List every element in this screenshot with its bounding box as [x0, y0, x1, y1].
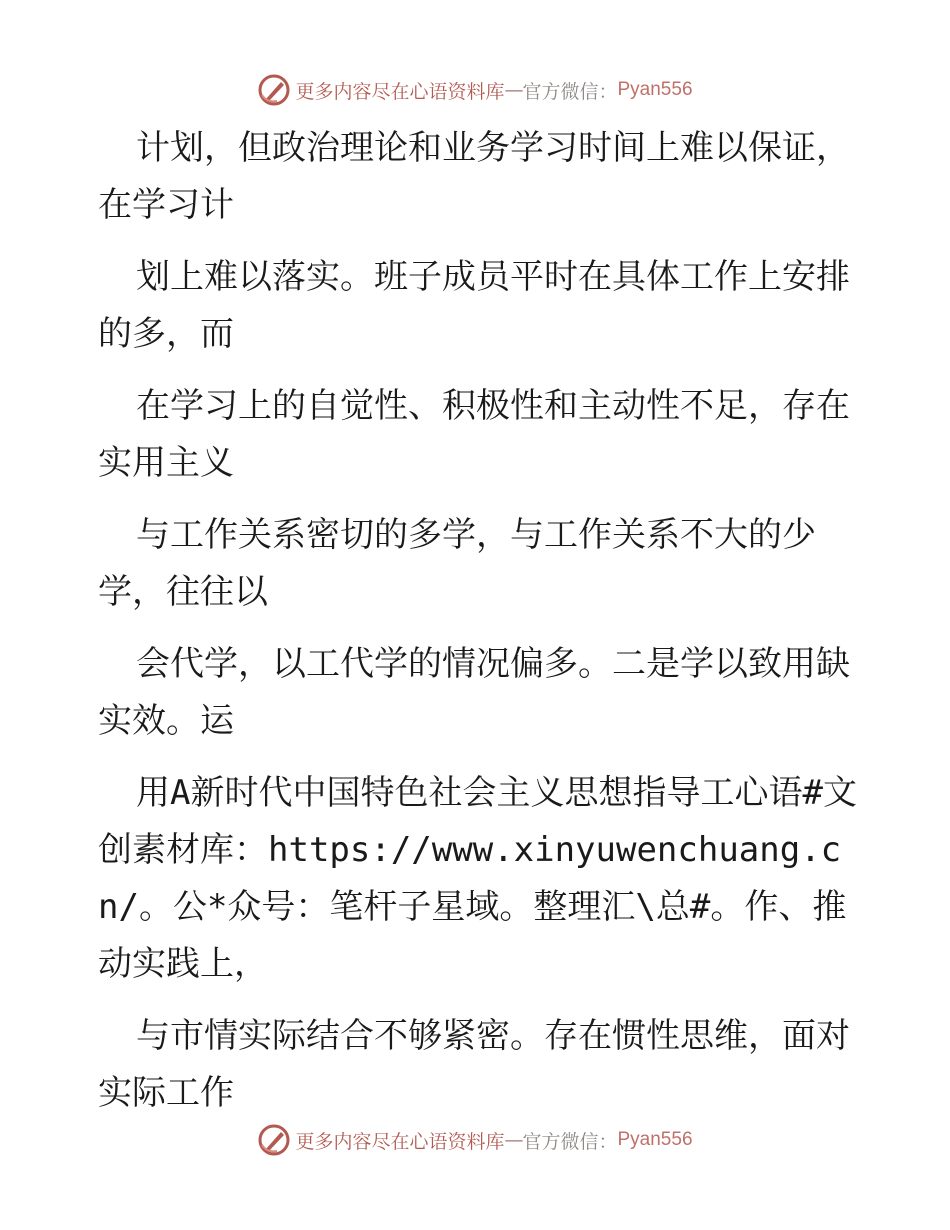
document-body — [98, 120, 873, 1137]
banner-wechat-account: Pyan556 — [617, 79, 693, 100]
paragraph: 计划，但政治理论和业务学习时间上难以保证，在学习计 — [98, 128, 850, 225]
header-banner — [0, 70, 950, 110]
quill-pen-logo-icon — [257, 1123, 291, 1157]
banner-separator: — — [504, 79, 523, 101]
paragraph: 会代学，以工代学的情况偏多。二是学以致用缺实效。运 — [98, 644, 850, 741]
paragraph: 划上难以落实。班子成员平时在具体工作上安排的多，而 — [98, 257, 850, 354]
banner-main-text: 更多内容尽在心语资料库 — [295, 80, 505, 103]
banner-wechat-account: Pyan556 — [617, 1129, 693, 1150]
paragraph: 在学习上的自觉性、积极性和主动性不足，存在实用主义 — [98, 386, 850, 483]
paragraph: 与市情实际结合不够紧密。存在惯性思维，面对实际工作 — [98, 1016, 850, 1113]
paragraph: 用A新时代中国特色社会主义思想指导工心语#文创素材库：https://www.xinyuwenchuang.cn/。公*众号：笔杆子星域。整理汇\总#。作、推动实践上， — [98, 773, 857, 984]
footer-banner — [0, 1120, 950, 1160]
paragraph: 与工作关系密切的多学，与工作关系不大的少学，往往以 — [98, 515, 816, 612]
quill-pen-logo-icon — [257, 73, 291, 107]
banner-separator: — — [504, 1129, 523, 1151]
banner-main-text: 更多内容尽在心语资料库 — [295, 1130, 505, 1153]
banner-wechat-label: 官方微信： — [522, 1130, 618, 1153]
banner-wechat-label: 官方微信： — [522, 80, 618, 103]
